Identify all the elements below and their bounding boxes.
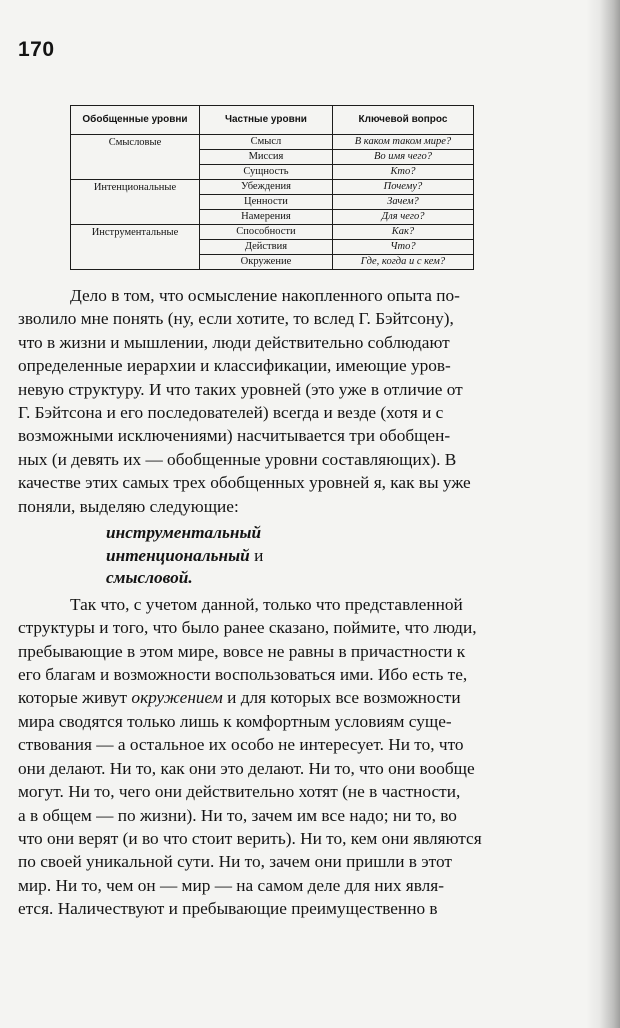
text-line: ется. Наличествуют и пребывающие преимущественно в <box>18 899 438 919</box>
emphasis-instrumental: инструментальный <box>106 523 262 543</box>
question-cell: Как? <box>332 225 473 240</box>
level-cell: Ценности <box>199 195 332 210</box>
text-line: возможными исключениями) насчитывается три обобщен- <box>18 426 451 446</box>
question-cell: Что? <box>332 240 473 255</box>
text-line: ствования — а остальное их особо не интересует. Ни то, что <box>18 735 464 755</box>
level-cell: Миссия <box>199 150 332 165</box>
emphasis-intentional: интенциональный <box>106 545 250 565</box>
emphasis-item <box>106 545 518 568</box>
emphasis-item <box>106 567 518 590</box>
text-line: невую структуру. И что таких уровней (это уже в отличие от <box>18 379 463 399</box>
text-line: мир. Ни то, чем он — мир — на самом деле для них явля- <box>18 875 445 895</box>
emphasis-conjunction: и <box>249 545 264 565</box>
text-line: качестве этих самых трех обобщенных уровней я, как вы уже <box>18 473 471 493</box>
question-cell: Почему? <box>332 180 473 195</box>
header-particular-levels: Частные уровни <box>199 106 332 135</box>
table-header-row <box>71 106 474 135</box>
table-row <box>71 225 474 240</box>
text-line <box>18 686 518 709</box>
level-cell: Сущность <box>199 165 332 180</box>
text-line: поняли, выделяю следующие: <box>18 496 239 516</box>
question-cell: Зачем? <box>332 195 473 210</box>
paragraph-2 <box>18 593 518 921</box>
question-cell: Где, когда и с кем? <box>332 255 473 270</box>
group-semantic: Смысловые <box>71 135 200 180</box>
level-cell: Намерения <box>199 210 332 225</box>
line-suffix: и для которых все возможности <box>222 688 461 708</box>
text-line: ных (и девять их — обобщенные уровни составляющих). В <box>18 449 457 469</box>
group-intentional: Интенциональные <box>71 180 200 225</box>
header-generalized-levels: Обобщенные уровни <box>71 106 200 135</box>
text-line: могут. Ни то, чего они действительно хотят (не в частности, <box>18 782 461 802</box>
text-line: зволило мне понять (ну, если хотите, то вслед Г. Бэйтсону), <box>18 309 454 329</box>
level-cell: Окружение <box>199 255 332 270</box>
italic-word-environment: окружением <box>131 688 223 708</box>
question-cell: В каком таком мире? <box>332 135 473 150</box>
text-line: а в общем — по жизни). Ни то, зачем им все надо; ни то, во <box>18 805 457 825</box>
text-line: Дело в том, что осмысление накопленного опыта по- <box>70 286 460 305</box>
level-cell: Смысл <box>199 135 332 150</box>
text-line: по своей уникальной сути. Ни то, зачем они пришли в этот <box>18 852 452 872</box>
text-line: что в жизни и мышлении, люди действительно соблюдают <box>18 332 450 352</box>
line-prefix: которые живут <box>18 688 132 708</box>
text-line: определенные иерархии и классификации, имеющие уров- <box>18 356 451 376</box>
levels-table <box>70 105 474 270</box>
text-line: они делают. Ни то, как они это делают. Ни то, что они вообще <box>18 758 475 778</box>
page-edge-shadow <box>586 0 620 1028</box>
question-cell: Для чего? <box>332 210 473 225</box>
text-line: Так что, с учетом данной, только что представленной <box>70 594 463 614</box>
table-row <box>71 180 474 195</box>
level-cell: Убеждения <box>199 180 332 195</box>
emphasis-semantic: смысловой. <box>106 568 193 588</box>
text-line: мира сводятся только лишь к комфортным условиям суще- <box>18 711 452 731</box>
level-cell: Способности <box>199 225 332 240</box>
text-line: его благам и возможности воспользоваться ими. Ибо есть те, <box>18 665 468 685</box>
header-key-question: Ключевой вопрос <box>332 106 473 135</box>
question-cell: Кто? <box>332 165 473 180</box>
text-line: пребывающие в этом мире, вовсе не равны в причастности к <box>18 641 466 661</box>
text-line: что они верят (и во что стоит верить). Ни то, кем они являются <box>18 828 482 848</box>
page-number: 170 <box>18 38 55 61</box>
emphasis-list <box>18 522 518 590</box>
emphasis-item <box>106 522 518 545</box>
text-line: Г. Бэйтсона и его последователей) всегда и везде (хотя и с <box>18 403 444 423</box>
body-text <box>18 284 518 921</box>
group-instrumental: Инструментальные <box>71 225 200 270</box>
table-row <box>71 135 474 150</box>
text-line: структуры и того, что было ранее сказано, поймите, что люди, <box>18 618 477 638</box>
question-cell: Во имя чего? <box>332 150 473 165</box>
level-cell: Действия <box>199 240 332 255</box>
